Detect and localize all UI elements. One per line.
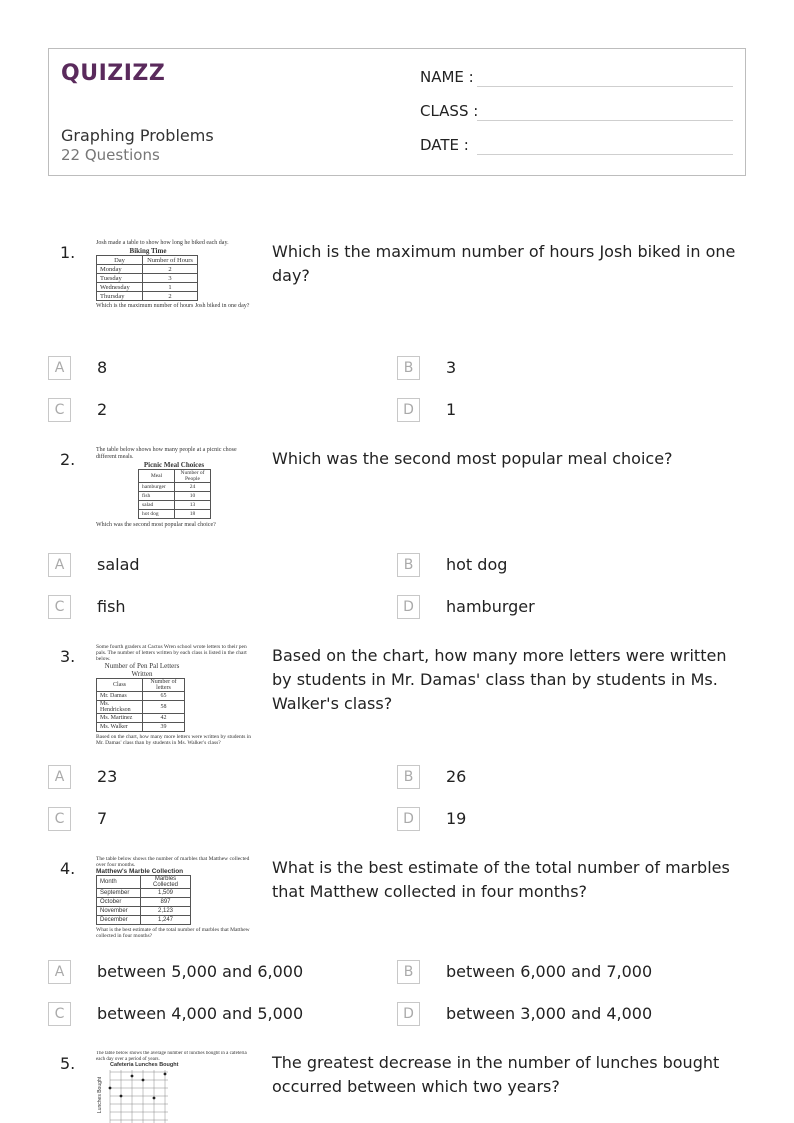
class-label: CLASS : [420, 102, 479, 120]
image-table: Month Marbles Collected September 1,509 October 897 November 2,123 December 1,247 [96, 875, 191, 925]
question-number: 1. [60, 243, 76, 262]
question-count: 22 Questions [61, 146, 160, 164]
question-image [96, 644, 256, 746]
question-text: Which is the maximum number of hours Josh biked in one day? [272, 242, 736, 285]
worksheet-title: Graphing Problems [61, 126, 214, 145]
date-line [477, 154, 733, 155]
image-title: Number of Pen Pal Letters Written [104, 662, 180, 678]
question-text: Based on the chart, how many more letters were written by students in Mr. Damas' class than by students in Ms. Walker's class? [272, 646, 727, 713]
name-field [420, 68, 474, 86]
date-field [420, 136, 469, 154]
image-table: Meal Number of People hamburger 24 fish 10 salad 13 hot dog 18 [138, 469, 211, 519]
question-number: 5. [60, 1054, 76, 1073]
image-title: Cafeteria Lunches Bought [110, 1062, 179, 1068]
image-footer: Which was the second most popular meal choice? [96, 522, 216, 528]
image-table: Class Number of letters Mr. Damas 65 Ms. Hendrickson 58 Ms. Martinez 42 Ms. Walker 39 [96, 678, 185, 732]
question-number: 4. [60, 859, 76, 878]
image-footer: What is the best estimate of the total number of marbles that Matthew collected in four months? [96, 927, 250, 939]
question-text: The greatest decrease in the number of lunches bought occurred between which two years? [272, 1053, 720, 1096]
class-field [420, 102, 478, 120]
question-text: Which was the second most popular meal choice? [272, 449, 673, 468]
image-table: Day Number of Hours Monday 2 Tuesday 3 Wednesday 1 Thursday 2 [96, 255, 198, 301]
image-intro: The table below shows the number of marbles that Matthew collected over four months. [96, 856, 250, 868]
image-footer: Which is the maximum number of hours Josh biked in one day? [96, 303, 250, 309]
plot-grid [106, 1068, 186, 1123]
image-plot [96, 1068, 256, 1123]
name-line [477, 86, 733, 87]
quizizz-logo: QUIZIZZ [61, 61, 166, 86]
image-intro: The table below shows how many people at a picnic chose different meals. [96, 447, 237, 460]
name-label: NAME : [420, 68, 474, 86]
image-title: Picnic Meal Choices [143, 461, 205, 469]
question-image [96, 856, 256, 939]
plot-points [109, 1073, 167, 1100]
image-intro: Josh made a table to show how long he biked each day. [96, 240, 229, 246]
question-image [96, 240, 256, 310]
image-title: Matthew's Marble Collection [96, 868, 184, 875]
class-line [477, 120, 733, 121]
image-footer: Based on the chart, how many more letters were written by students in Mr. Damas' class than by students in Ms. Walker's class? [96, 734, 252, 746]
date-label: DATE : [420, 136, 469, 154]
image-intro: The table below shows the average number of lunches bought in a cafeteria each day over a period of years. [96, 1051, 247, 1062]
question-text: What is the best estimate of the total number of marbles that Matthew collected in four months? [272, 858, 730, 901]
question-number: 2. [60, 450, 76, 469]
image-ylabel: Lunches Bought [97, 1076, 104, 1114]
question-image [96, 447, 256, 529]
image-title: Biking Time [129, 247, 167, 255]
worksheet-header [48, 48, 746, 176]
question-number: 3. [60, 647, 76, 666]
question-image [96, 1051, 256, 1123]
image-intro: Some fourth graders at Cactus Wren school wrote letters to their pen pals. The number of letters written by each class is listed in the chart below. [96, 644, 247, 662]
